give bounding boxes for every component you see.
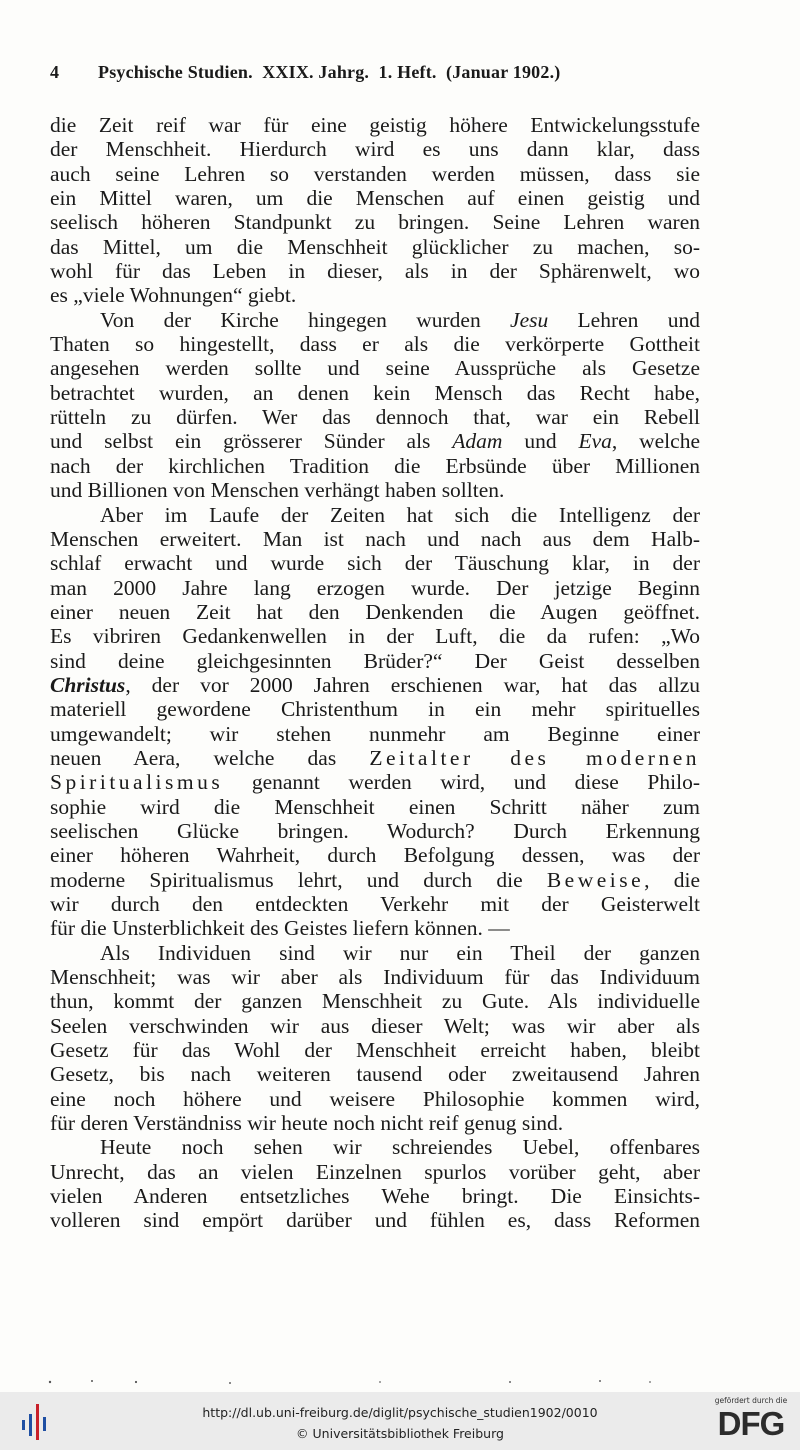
paragraph-start-line: Als Individuen sind wir nur ein Theil der ganzen: [100, 940, 700, 965]
text-line: seelischen Glücke bringen. Wodurch? Durch Erkennung: [50, 818, 700, 843]
text-line: seelisch höheren Standpunkt zu bringen. Seine Lehren waren: [50, 210, 700, 235]
paragraph-start-line: Von der Kirche hingegen wurden Jesu Lehren und: [100, 307, 700, 332]
text-line: angesehen werden sollte und seine Aussprüche als Gesetze: [50, 356, 700, 381]
text-line: Seelen verschwinden wir aus dieser Welt; was wir aber als: [50, 1013, 700, 1038]
paragraph-start-line: Heute noch sehen wir schreiendes Uebel, offenbares: [100, 1135, 700, 1160]
text-line: Thaten so hingestellt, dass er als die verkörperte Gottheit: [50, 332, 700, 357]
text-line: Menschen erweitert. Man ist nach und nach aus dem Halb-: [50, 526, 700, 551]
text-line: Christus, der vor 2000 Jahren erschienen war, hat das allzu: [50, 672, 700, 697]
text-line: der Menschheit. Hierdurch wird es uns dann klar, dass: [50, 137, 700, 162]
text-line: nach der kirchlichen Tradition die Erbsünde über Millionen: [50, 453, 700, 478]
copyright-notice: © Universitätsbibliothek Freiburg: [296, 1426, 504, 1441]
dfg-caption: gefördert durch die: [714, 1396, 788, 1405]
text-line: ein Mittel waren, um die Menschen auf einen geistig und: [50, 186, 700, 211]
text-line: materiell gewordene Christenthum in ein mehr spirituelles: [50, 697, 700, 722]
text-line: schlaf erwacht und wurde sich der Täuschung klar, in der: [50, 551, 700, 576]
text-line: die Zeit reif war für eine geistig höhere Entwickelungsstufe: [50, 113, 700, 137]
text-line: Unrecht, das an vielen Einzelnen spurlos vorüber geht, aber: [50, 1159, 700, 1184]
text-line: Spiritualismus genannt werden wird, und diese Philo-: [50, 770, 700, 795]
paragraph-start-line: Aber im Laufe der Zeiten hat sich die Intelligenz der: [100, 502, 700, 527]
text-line: umgewandelt; wir stehen nunmehr am Beginne einer: [50, 721, 700, 746]
dfg-wordmark: DFG: [717, 1405, 785, 1442]
text-line: man 2000 Jahre lang erzogen wurde. Der jetzige Beginn: [50, 575, 700, 600]
body-text: [50, 113, 700, 1233]
text-line: Es vibriren Gedankenwellen in der Luft, die da rufen: „Wo: [50, 624, 700, 649]
text-line: eine noch höhere und weisere Philosophie kommen wird,: [50, 1086, 700, 1111]
text-line: auch seine Lehren so verstanden werden müssen, dass sie: [50, 161, 700, 186]
text-line: volleren sind empört darüber und fühlen es, dass Reformen: [50, 1208, 700, 1233]
text-line: sind deine gleichgesinnten Brüder?“ Der Geist desselben: [50, 648, 700, 673]
text-line: Gesetz, bis nach weiteren tausend oder zweitausend Jahren: [50, 1062, 700, 1087]
text-line: rütteln zu dürfen. Wer das dennoch that, war ein Rebell: [50, 405, 700, 430]
text-line: einer neuen Zeit hat den Denkenden die Augen geöffnet.: [50, 599, 700, 624]
text-line: sophie wird die Menschheit einen Schritt näher zum: [50, 794, 700, 819]
text-line: neuen Aera, welche das Zeitalter des modernen: [50, 745, 700, 770]
text-line: für die Unsterblichkeit des Geistes liefern können. —: [50, 916, 510, 941]
text-line: wohl für das Leben in dieser, als in der Sphärenwelt, wo: [50, 259, 700, 284]
page-number: 4: [50, 62, 59, 82]
text-line: für deren Verständniss wir heute noch nicht reif genug sind.: [50, 1111, 564, 1136]
text-line: betrachtet wurden, an denen kein Mensch das Recht habe,: [50, 380, 700, 405]
text-line: und Billionen von Menschen verhängt haben sollten.: [50, 478, 505, 503]
dfg-logo: [708, 1396, 794, 1446]
text-line: vielen Anderen entsetzliches Wehe bringt. Die Einsichts-: [50, 1184, 700, 1209]
source-url[interactable]: http://dl.ub.uni-freiburg.de/diglit/psychische_studien1902/0010: [202, 1405, 598, 1420]
text-line: Gesetz für das Wohl der Menschheit erreicht haben, bleibt: [50, 1038, 700, 1063]
text-line: thun, kommt der ganzen Menschheit zu Gute. Als individuelle: [50, 989, 700, 1014]
text-line: es „viele Wohnungen“ giebt.: [50, 283, 297, 308]
text-line: einer höheren Wahrheit, durch Befolgung dessen, was der: [50, 843, 700, 868]
running-header: [50, 62, 700, 92]
text-line: moderne Spiritualismus lehrt, und durch die Beweise, die: [50, 867, 700, 892]
text-line: und selbst ein grösserer Sünder als Adam und Eva, welche: [50, 429, 700, 454]
running-title: Psychische Studien. XXIX. Jahrg. 1. Heft. (Januar 1902.): [98, 62, 561, 82]
footer-bar: [0, 1392, 800, 1450]
text-line: wir durch den entdeckten Verkehr mit der Geisterwelt: [50, 892, 700, 916]
text-line: Menschheit; was wir aber als Individuum für das Individuum: [50, 965, 700, 990]
text-line: das Mittel, um die Menschheit glücklicher zu machen, so-: [50, 234, 700, 259]
scan-specks: [40, 1378, 660, 1386]
